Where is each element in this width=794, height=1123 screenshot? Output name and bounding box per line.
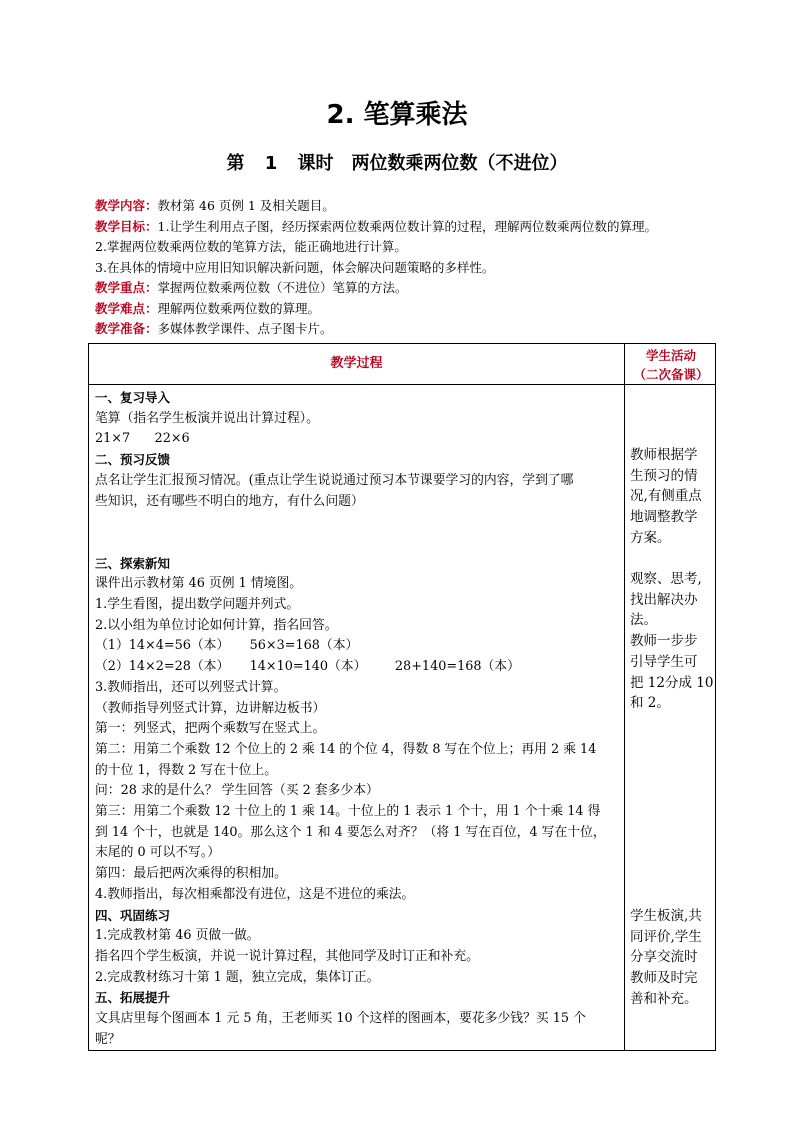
process-line: [95, 512, 620, 533]
side-note-line: 方案。: [630, 529, 671, 546]
side-note-explore: [630, 569, 714, 714]
side-note-line: 同评价,学生: [630, 928, 702, 945]
process-line: 2.以小组为单位讨论如何计算，指名回答。: [95, 617, 338, 633]
side-note-practice: [630, 906, 714, 1010]
process-line: 指名四个学生板演，并说一说计算过程，其他同学及时订正和补充。: [95, 948, 479, 964]
process-line: 到 14 个十，也就是 140。那么这个 1 和 4 要怎么对齐？（将 1 写在百位，4 写在十位，: [95, 824, 606, 840]
side-note-line: 教师一步步: [630, 633, 698, 650]
meta-goal-row: [95, 237, 735, 258]
meta-label: 教学内容：: [95, 198, 158, 213]
meta-label: 教学难点：: [95, 300, 158, 316]
side-note-line: 学生板演,共: [630, 908, 702, 924]
side-note-line: 善和补充。: [630, 990, 698, 1007]
process-line: 点名让学生汇报预习情况。(重点让学生说说通过预习本节课要学习的内容，学到了哪: [95, 472, 574, 488]
process-line: 1.学生看图，提出数学问题并列式。: [95, 597, 300, 612]
process-line: 呢？: [95, 1031, 121, 1047]
process-line: 2.完成教材练习十第 1 题，独立完成，集体订正。: [95, 969, 380, 985]
lesson-meta: [95, 196, 735, 340]
header-divider: [89, 384, 715, 385]
section-heading: 二、预习反馈: [95, 452, 171, 468]
side-note-line: 生预习的情: [630, 467, 698, 484]
side-note-line: 观察、思考,: [630, 571, 702, 587]
meta-text: 1.让学生利用点子图，经历探索两位数乘两位数计算的过程，理解两位数乘两位数的算理。: [157, 218, 657, 234]
column-divider: [624, 344, 625, 1050]
meta-text: 教材第 46 页例 1 及相关题目。: [157, 198, 335, 213]
process-line: 第三：用第二个乘数 12 十位上的 1 乘 14。十位上的 1 表示 1 个十，用 1 个十乘 14 得: [95, 804, 601, 820]
process-line: 些知识，还有哪些不明白的地方，有什么问题）: [95, 493, 364, 509]
side-note-line: 引导学生可: [630, 653, 698, 670]
side-note-line: 法。: [630, 612, 657, 629]
process-line: 的十位 1，得数 2 写在十位上。: [95, 762, 278, 778]
side-note-line: 把 12分成 10: [630, 674, 714, 691]
side-note-line: 分享交流时: [630, 949, 698, 966]
header-student-activity: [625, 346, 717, 384]
meta-text: 多媒体教学课件、点子图卡片。: [157, 321, 333, 336]
meta-text: 理解两位数乘两位数的算理。: [157, 300, 321, 316]
section-heading: 四、巩固练习: [95, 907, 171, 923]
meta-text: 2.掌握两位数乘两位数的笔算方法，能正确地进行计算。: [95, 239, 407, 254]
section-heading: 三、探索新知: [95, 555, 171, 571]
meta-goal-row: [95, 217, 735, 238]
side-note-line: 找出解决办: [630, 591, 698, 608]
process-line: 第四：最后把两次乘得的积相加。: [95, 866, 287, 882]
meta-label: 教学目标：: [95, 218, 158, 234]
process-line: 笔算（指名学生板演并说出计算过程）。: [95, 410, 319, 426]
process-line: [95, 533, 620, 554]
side-note-line: 教师根据学: [630, 447, 698, 463]
header-side-line: 学生活动: [645, 348, 696, 363]
page-title: 2. 笔算乘法: [326, 100, 468, 130]
side-note-line: 教师及时完: [630, 970, 698, 987]
process-line: 末尾的 0 可以不写。）: [95, 845, 221, 861]
side-note-line: 况,有侧重点: [630, 488, 702, 505]
process-line: 问：28 求的是什么？ 学生回答（买 2 套多少本）: [95, 783, 379, 799]
meta-text: 掌握两位数乘两位数（不进位）笔算的方法。: [157, 280, 408, 295]
side-note-line: 地调整教学: [630, 509, 698, 526]
section-heading: 五、拓展提升: [95, 990, 171, 1006]
meta-label: 教学准备：: [95, 321, 158, 336]
meta-goal-row: [95, 258, 735, 279]
teaching-process-table: [88, 343, 716, 1051]
process-line: 文具店里每个图画本 1 元 5 角，王老师买 10 个这样的图画本，要花多少钱？买 15 个: [95, 1011, 586, 1027]
header-side-line: （二次备课）: [633, 367, 709, 382]
meta-content-row: [95, 196, 735, 217]
process-line: 3.教师指出，还可以列竖式计算。: [95, 679, 287, 695]
side-note-preview: [630, 445, 714, 549]
section-heading: 一、复习导入: [95, 390, 171, 405]
lesson-subtitle: 第 1 课时 两位数乘两位数（不进位）: [226, 153, 568, 174]
meta-prep-row: [95, 319, 735, 340]
process-line: （1）14×4=56（本） 56×3=168（本）: [95, 638, 359, 654]
process-line: 第二：用第二个乘数 12 个位上的 2 乘 14 的个位 4，得数 8 写在个位上；再用 2 乘 14: [95, 741, 597, 757]
process-line: （2）14×2=28（本） 14×10=140（本） 28+140=168（本）: [95, 659, 520, 675]
process-line: 1.完成教材第 46 页做一做。: [95, 928, 260, 944]
process-line: 第一：列竖式，把两个乘数写在竖式上。: [95, 721, 326, 737]
meta-keypoint-row: [95, 278, 735, 299]
process-line: 21×7 22×6: [95, 431, 190, 447]
header-teaching-process: 教学过程: [330, 356, 383, 371]
meta-label: 教学重点：: [95, 280, 158, 295]
process-line: （教师指导列竖式计算，边讲解边板书）: [95, 700, 326, 716]
process-line: 4.教师指出，每次相乘都没有进位，这是不进位的乘法。: [95, 886, 415, 902]
meta-difficulty-row: [95, 299, 735, 320]
process-line: 课件出示教材第 46 页例 1 情境图。: [95, 576, 303, 592]
side-note-line: 和 2。: [630, 695, 670, 712]
meta-text: 3.在具体的情境中应用旧知识解决新问题，体会解决问题策略的多样性。: [95, 259, 495, 275]
process-content: [95, 388, 620, 1050]
